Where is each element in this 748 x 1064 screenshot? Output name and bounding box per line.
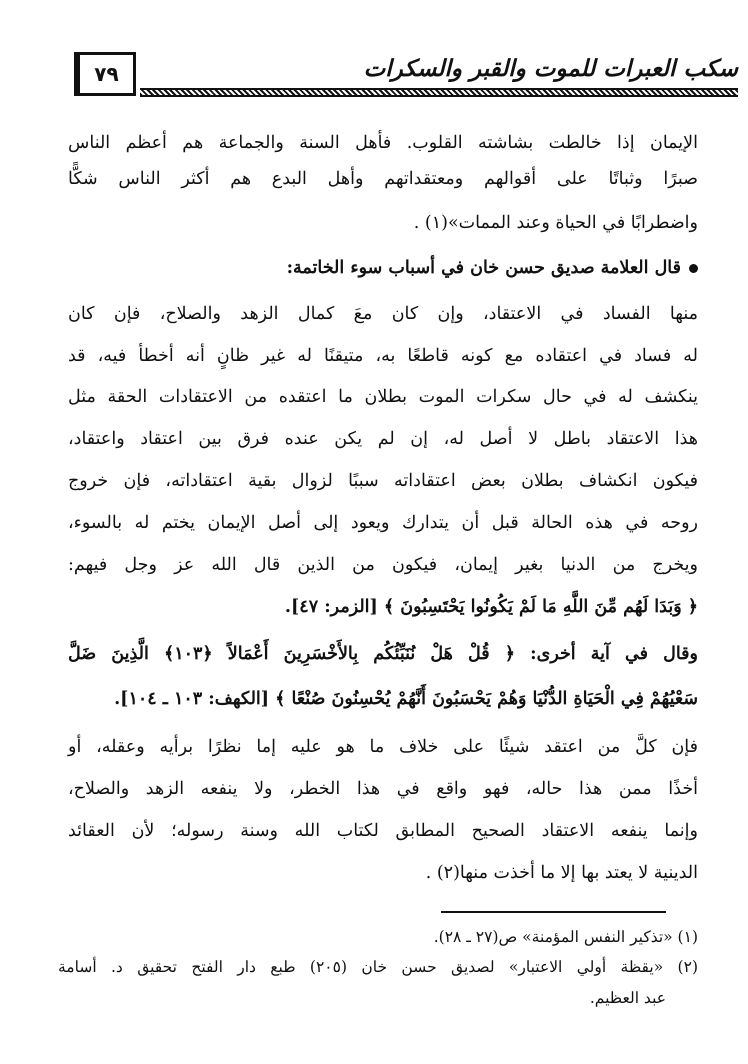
section-heading-text: قال العلامة صديق حسن خان في أسباب سوء الخاتمة: xyxy=(286,258,681,278)
footnote: (١) «تذكير النفس المؤمنة» ص(٢٧ ـ ٢٨). xyxy=(433,928,698,946)
footnote: (٢) «يقظة أولي الاعتبار» لصديق حسن خان (٢٠٥) طبع دار الفتح تحقيق د. أسامة xyxy=(58,958,698,976)
text-line: صبرًا وثباتًا على أقوالهم ومعتقداتهم وأهل البدع هم أكثر الناس شكًّا xyxy=(68,169,698,189)
text-line: روحه في هذه الحالة قبل أن يتدارك ويعود إلى أصل الإيمان يختم له بالسوء، xyxy=(68,513,698,533)
quran-verse-line: سَعْيُهُمْ فِي الْحَيَاةِ الدُّنْيَا وَهُمْ يَحْسَبُونَ أَنَّهُمْ يُحْسِنُونَ صُنْعًا ﴾ [الكهف: ١٠٣ ـ ١٠٤]. xyxy=(114,689,698,709)
header-rule xyxy=(140,88,738,97)
text-line: فإن كلَّ من اعتقد شيئًا على خلاف ما هو عليه إما نظرًا برأيه وعقله، أو xyxy=(68,737,698,757)
text-line: هذا الاعتقاد باطل لا أصل له، إن لم يكن عنده فرق بين اعتقاد واعتقاد، xyxy=(68,429,698,449)
footnote: عبد العظيم. xyxy=(589,989,666,1007)
text-line: ينكشف له في حال سكرات الموت بطلان ما اعتقده من الاعتقادات الحقة مثل xyxy=(68,387,698,407)
quran-verse-line: ﴿ وَبَدَا لَهُم مِّنَ اللَّهِ مَا لَمْ يَكُونُوا يَحْتَسِبُونَ ﴾ [الزمر: ٤٧]. xyxy=(284,597,698,617)
text-line: له فساد في اعتقاده مع كونه قاطعًا به، متيقنًا له غير ظانٍ أنه أخطأ فيه، قد xyxy=(68,346,698,366)
bullet-icon xyxy=(689,264,698,273)
page-number: ٧٩ xyxy=(74,52,136,96)
text-line: فيكون انكشاف بطلان بعض اعتقاداته سببًا لزوال بقية اعتقاداته، فإن خروج xyxy=(68,471,698,491)
quran-verse-line: وقال في آية أخرى: ﴿ قُلْ هَلْ نُنَبِّئُكُم بِالأَخْسَرِينَ أَعْمَالاً ﴿١٠٣﴾ الَّذِينَ ضَلَّ xyxy=(68,644,698,664)
text-line: وإنما ينفعه الاعتقاد الصحيح المطابق لكتاب الله وسنة رسوله؛ لأن العقائد xyxy=(68,821,698,841)
text-line: أخذًا ممن هذا حاله، فهو واقع في هذا الخطر، ولا ينفعه الزهد والصلاح، xyxy=(68,779,698,799)
footnote-separator xyxy=(441,911,666,913)
text-line: ويخرج من الدنيا بغير إيمان، فيكون من الذين قال الله عز وجل فيهم: xyxy=(68,555,698,575)
text-line: واضطرابًا في الحياة وعند الممات»(١) . xyxy=(413,213,698,233)
text-line: الإيمان إذا خالطت بشاشته القلوب. فأهل السنة والجماعة هم أعظم الناس xyxy=(68,133,698,153)
text-line: الدينية لا يعتد بها إلا ما أخذت منها(٢) . xyxy=(425,863,698,883)
section-heading xyxy=(68,250,698,286)
running-title: سكب العبرات للموت والقبر والسكرات xyxy=(363,55,738,82)
text-line: منها الفساد في الاعتقاد، وإن كان معَ كمال الزهد والصلاح، فإن كان xyxy=(68,304,698,324)
